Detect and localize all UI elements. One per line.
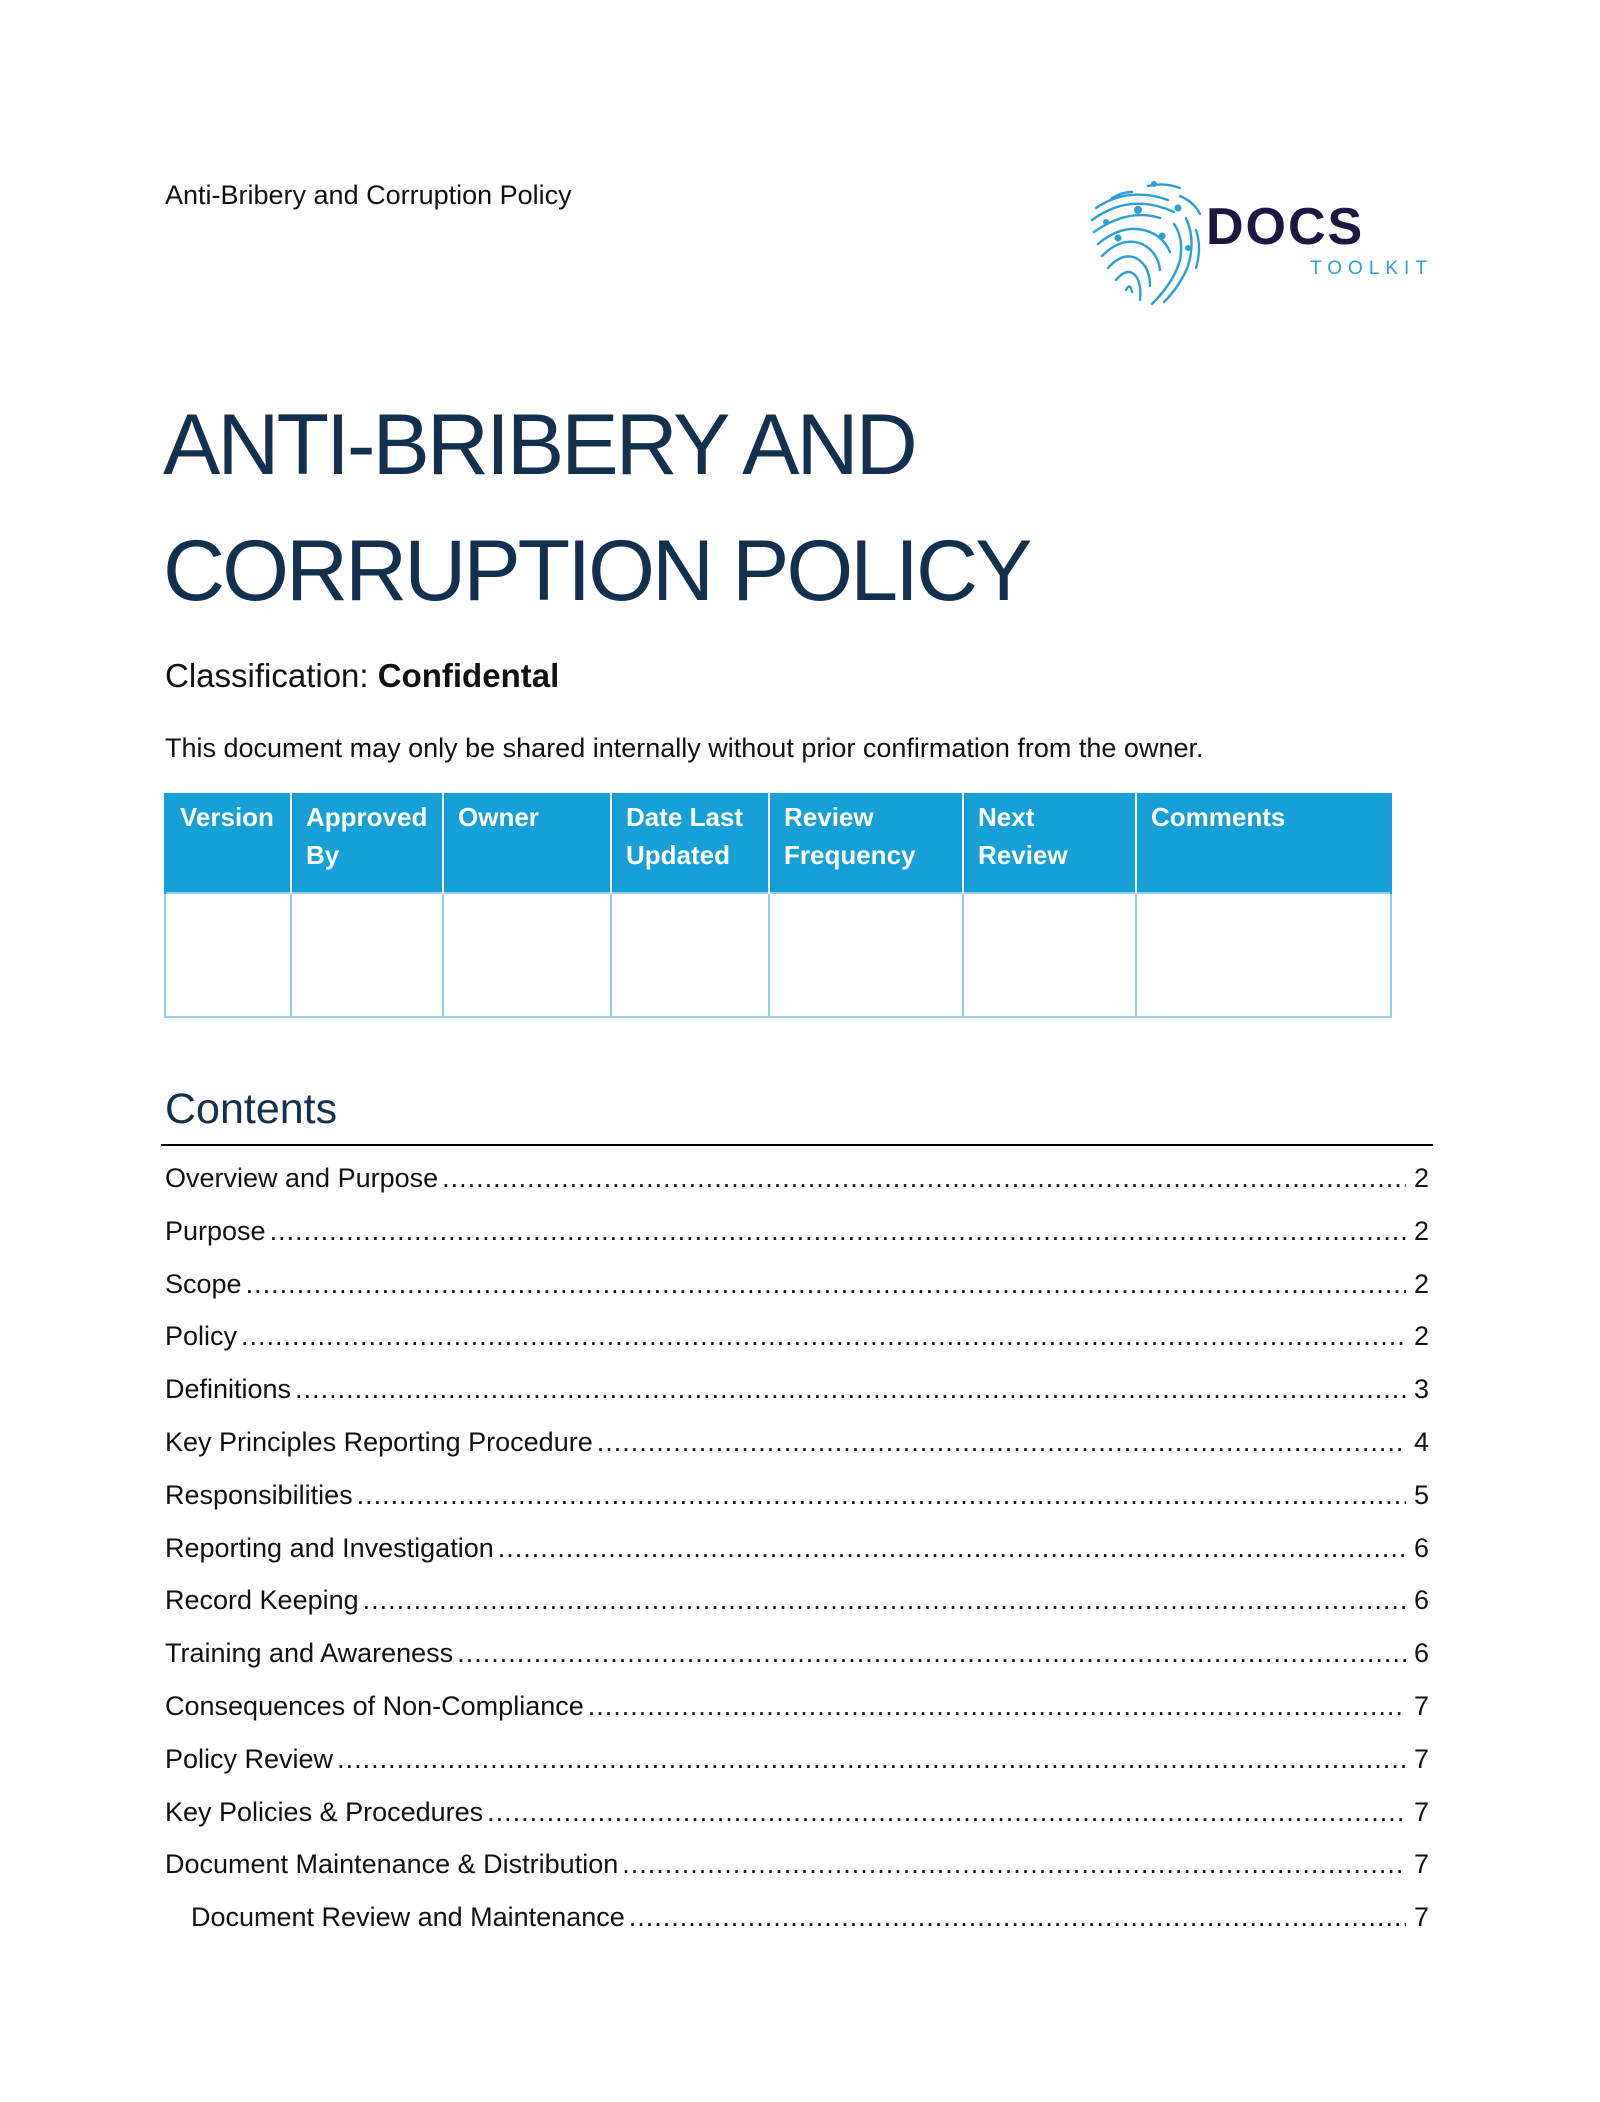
toc-page-number: 7 [1413, 1690, 1429, 1721]
page-title-line-1: ANTI-BRIBERY AND [163, 397, 915, 493]
toc-page-number: 2 [1413, 1215, 1429, 1246]
toc-entry-label: Reporting and Investigation [165, 1532, 494, 1563]
toc-dot-leader [295, 1363, 1406, 1415]
toc-dot-leader [442, 1152, 1406, 1204]
docs-toolkit-logo [1088, 178, 1433, 313]
toc-page-number: 7 [1413, 1743, 1429, 1774]
page-title [163, 382, 1413, 634]
toc-page-number: 7 [1413, 1902, 1429, 1933]
column-header-date-last-updated: Date Last Updated [611, 793, 769, 893]
toc-entry-label: Document Maintenance & Distribution [165, 1849, 619, 1880]
fingerprint-shield-icon [1088, 178, 1433, 313]
toc-entry-label: Responsibilities [165, 1479, 353, 1510]
toc-entry-label: Document Review and Maintenance [191, 1902, 625, 1933]
toc-entry[interactable] [165, 1522, 1429, 1575]
table-cell-owner[interactable] [443, 893, 611, 1017]
toc-entry[interactable] [165, 1416, 1429, 1469]
column-header-approved-by: Approved By [291, 793, 443, 893]
toc-page-number: 3 [1413, 1374, 1429, 1405]
toc-entry[interactable] [165, 1258, 1429, 1311]
classification-line [165, 657, 559, 695]
toc-page-number: 7 [1413, 1796, 1429, 1827]
toc-entry-label: Record Keeping [165, 1585, 359, 1616]
toc-entry-label: Key Policies & Procedures [165, 1796, 484, 1827]
classification-label: Classification: [165, 657, 369, 694]
toc-dot-leader [357, 1469, 1406, 1521]
toc-entry-label: Policy Review [165, 1743, 334, 1774]
toc-dot-leader [363, 1574, 1406, 1626]
toc-entry[interactable] [165, 1786, 1429, 1839]
toc-page-number: 6 [1413, 1532, 1429, 1563]
table-of-contents [165, 1152, 1429, 1944]
toc-entry[interactable] [165, 1838, 1429, 1891]
toc-page-number: 4 [1413, 1426, 1429, 1457]
toc-entry-label: Key Principles Reporting Procedure [165, 1426, 593, 1457]
toc-dot-leader [241, 1310, 1406, 1362]
contents-divider [161, 1144, 1433, 1146]
toc-entry[interactable] [165, 1363, 1429, 1416]
toc-page-number: 5 [1413, 1479, 1429, 1510]
toc-entry[interactable] [165, 1205, 1429, 1258]
toc-entry[interactable] [165, 1310, 1429, 1363]
table-row [165, 893, 1391, 1017]
page-title-line-2: CORRUPTION POLICY [163, 523, 1030, 619]
running-header-title: Anti-Bribery and Corruption Policy [165, 180, 572, 210]
table-cell-approved-by[interactable] [291, 893, 443, 1017]
toc-entry-label: Scope [165, 1268, 242, 1299]
column-header-review-frequency: Review Frequency [769, 793, 963, 893]
toc-entry-label: Definitions [165, 1374, 292, 1405]
toc-entry[interactable] [165, 1680, 1429, 1733]
column-header-next-review: Next Review [963, 793, 1136, 893]
version-control-table [164, 793, 1392, 1018]
classification-value: Confidental [377, 657, 560, 694]
table-cell-review-frequency[interactable] [769, 893, 963, 1017]
table-header-row [165, 793, 1391, 893]
toc-page-number: 6 [1413, 1585, 1429, 1616]
toc-dot-leader [498, 1522, 1406, 1574]
table-cell-next-review[interactable] [963, 893, 1136, 1017]
table-cell-version[interactable] [165, 893, 291, 1017]
toc-dot-leader [622, 1838, 1406, 1890]
toc-dot-leader [457, 1627, 1406, 1679]
toc-entry[interactable] [165, 1152, 1429, 1205]
contents-heading: Contents [165, 1085, 338, 1133]
column-header-comments: Comments [1136, 793, 1391, 893]
toc-subentry[interactable] [165, 1891, 1429, 1944]
toc-page-number: 7 [1413, 1849, 1429, 1880]
toc-page-number: 2 [1413, 1268, 1429, 1299]
toc-entry-label: Policy [165, 1321, 238, 1352]
toc-entry[interactable] [165, 1627, 1429, 1680]
logo-wordmark: DOCS [1206, 198, 1365, 256]
toc-entry-label: Consequences of Non-Compliance [165, 1690, 584, 1721]
table-cell-comments[interactable] [1136, 893, 1391, 1017]
sharing-notice: This document may only be shared internally without prior confirmation from the owner. [165, 733, 1204, 763]
toc-page-number: 2 [1413, 1163, 1429, 1193]
toc-dot-leader [588, 1680, 1406, 1732]
toc-dot-leader [487, 1786, 1406, 1838]
toc-dot-leader [270, 1205, 1406, 1257]
toc-entry[interactable] [165, 1733, 1429, 1786]
toc-entry-label: Purpose [165, 1215, 266, 1246]
toc-dot-leader [246, 1258, 1406, 1310]
toc-entry[interactable] [165, 1574, 1429, 1627]
toc-entry[interactable] [165, 1469, 1429, 1522]
logo-subtext: TOOLKIT [1310, 258, 1433, 279]
column-header-owner: Owner [443, 793, 611, 893]
toc-page-number: 2 [1413, 1321, 1429, 1352]
toc-page-number: 6 [1413, 1638, 1429, 1669]
toc-dot-leader [629, 1891, 1406, 1943]
toc-entry-label: Training and Awareness [165, 1638, 454, 1669]
column-header-version: Version [165, 793, 291, 893]
table-cell-date-last-updated[interactable] [611, 893, 769, 1017]
toc-entry-label: Overview and Purpose [165, 1163, 439, 1193]
toc-dot-leader [597, 1416, 1406, 1468]
toc-dot-leader [337, 1733, 1406, 1785]
